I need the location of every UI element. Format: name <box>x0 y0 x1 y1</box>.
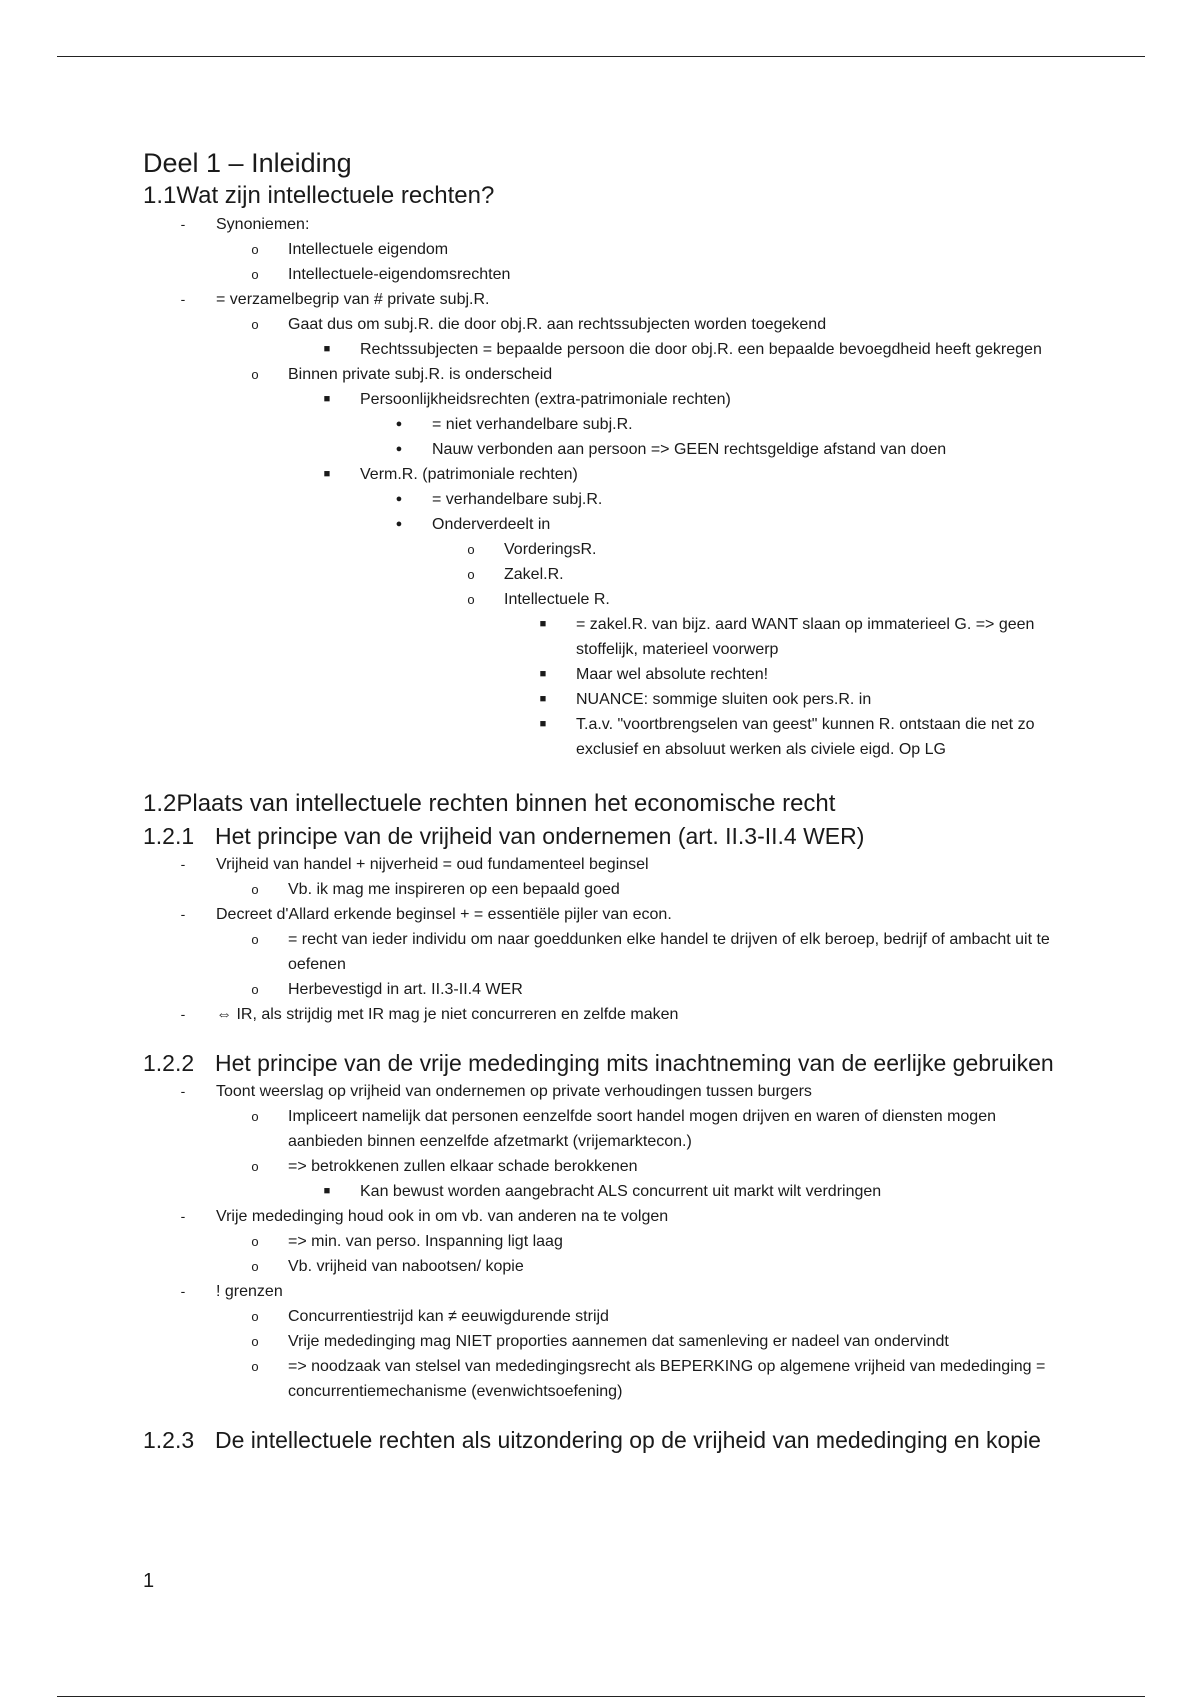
square-bullet: ■ <box>323 343 331 355</box>
list-item: o Intellectuele eigendom <box>143 237 1063 262</box>
list-item: - ⇔ IR, als strijdig met IR mag je niet concurreren en zelfde maken <box>143 1002 1063 1027</box>
list-item: o VorderingsR. <box>143 537 1063 562</box>
section-title: De intellectuele rechten als uitzondering op de vrijheid van mededinging en kopie <box>215 1427 1041 1453</box>
section-1-1-list <box>143 212 1063 762</box>
circle-bullet: o <box>251 242 259 257</box>
section-1-2-2-list <box>143 1079 1063 1404</box>
list-item: - Decreet d'Allard erkende beginsel + = essentiële pijler van econ. <box>143 902 1063 927</box>
section-title: Het principe van de vrijheid van ondernemen (art. II.3-II.4 WER) <box>215 823 865 849</box>
square-bullet: ■ <box>323 393 331 405</box>
section-number: 1.2.3 <box>143 1427 195 1453</box>
list-item: - ! grenzen <box>143 1279 1063 1304</box>
section-number: 1.2.1 <box>143 823 195 849</box>
circle-bullet: o <box>251 1109 259 1124</box>
list-item: o = recht van ieder individu om naar goeddunken elke handel te drijven of elk beroep, bedrijf of ambacht uit te oefenen <box>143 927 1063 977</box>
list-item: ■ Maar wel absolute rechten! <box>143 662 1063 687</box>
dash-bullet: - <box>180 1208 186 1224</box>
square-bullet: ■ <box>323 468 331 480</box>
dash-bullet: - <box>180 1083 186 1099</box>
section-heading-1-2-2 <box>143 1047 1063 1079</box>
square-bullet: ■ <box>323 1185 331 1197</box>
list-item: ■ Verm.R. (patrimoniale rechten) <box>143 462 1063 487</box>
circle-bullet: o <box>251 1359 259 1374</box>
list-item: o => betrokkenen zullen elkaar schade berokkenen <box>143 1154 1063 1179</box>
circle-bullet: o <box>251 882 259 897</box>
list-item: o Vrije mededinging mag NIET proporties aannemen dat samenleving er nadeel van ondervindt <box>143 1329 1063 1354</box>
dash-bullet: - <box>180 1006 186 1022</box>
dash-bullet: - <box>180 291 186 307</box>
list-item: - Vrije mededinging houd ook in om vb. van anderen na te volgen <box>143 1204 1063 1229</box>
list-item: o Binnen private subj.R. is onderscheid <box>143 362 1063 387</box>
list-item: ■ Persoonlijkheidsrechten (extra-patrimoniale rechten) <box>143 387 1063 412</box>
circle-bullet: o <box>251 1259 259 1274</box>
circle-bullet: o <box>251 1234 259 1249</box>
square-bullet: ■ <box>539 693 547 705</box>
dash-bullet: - <box>180 1283 186 1299</box>
dash-bullet: - <box>180 856 186 872</box>
list-item: ■ Kan bewust worden aangebracht ALS concurrent uit markt wilt verdringen <box>143 1179 1063 1204</box>
list-item: o Impliceert namelijk dat personen eenzelfde soort handel mogen drijven en waren of diensten mogen aanbieden binnen eenzelfde afzetmarkt (vrijemarktecon.) <box>143 1104 1063 1154</box>
circle-bullet: o <box>251 932 259 947</box>
dot-bullet: ● <box>395 518 403 530</box>
list-item: ■ = zakel.R. van bijz. aard WANT slaan op immaterieel G. => geen stoffelijk, materieel voorwerp <box>143 612 1063 662</box>
section-number: 1.2.2 <box>143 1050 195 1076</box>
dash-bullet: - <box>180 216 186 232</box>
list-item: o Intellectuele-eigendomsrechten <box>143 262 1063 287</box>
circle-bullet: o <box>251 267 259 282</box>
list-item: o Herbevestigd in art. II.3-II.4 WER <box>143 977 1063 1002</box>
list-item: o Intellectuele R. <box>143 587 1063 612</box>
list-item: ● = niet verhandelbare subj.R. <box>143 412 1063 437</box>
chapter-title: Deel 1 – Inleiding <box>143 148 352 178</box>
list-item: ■ NUANCE: sommige sluiten ook pers.R. in <box>143 687 1063 712</box>
section-title: Het principe van de vrije mededinging mits inachtneming van de eerlijke gebruiken <box>215 1050 1054 1076</box>
section-1-2-1-list <box>143 852 1063 1027</box>
document-body <box>143 146 1063 1456</box>
list-item: - Vrijheid van handel + nijverheid = oud fundamenteel beginsel <box>143 852 1063 877</box>
section-heading-1-1: 1.1Wat zijn intellectuele rechten? <box>143 182 495 209</box>
list-item: o Concurrentiestrijd kan ≠ eeuwigdurende strijd <box>143 1304 1063 1329</box>
list-item: ● = verhandelbare subj.R. <box>143 487 1063 512</box>
list-item: o Gaat dus om subj.R. die door obj.R. aan rechtssubjecten worden toegekend <box>143 312 1063 337</box>
section-heading-1-2-1 <box>143 820 1063 852</box>
list-item: o => min. van perso. Inspanning ligt laag <box>143 1229 1063 1254</box>
circle-bullet: o <box>467 592 475 607</box>
list-item: ● Onderverdeelt in <box>143 512 1063 537</box>
section-heading-1-2-3 <box>143 1424 1063 1456</box>
square-bullet: ■ <box>539 718 547 730</box>
square-bullet: ■ <box>539 618 547 630</box>
list-item: o Zakel.R. <box>143 562 1063 587</box>
square-bullet: ■ <box>539 668 547 680</box>
list-item: ■ T.a.v. "voortbrengselen van geest" kunnen R. ontstaan die net zo exclusief en absoluut werken als civiele eigd. Op LG <box>143 712 1063 762</box>
list-item: ■ Rechtssubjecten = bepaalde persoon die door obj.R. een bepaalde bevoegdheid heeft gekregen <box>143 337 1063 362</box>
section-heading-1-2: 1.2Plaats van intellectuele rechten binnen het economische recht <box>143 790 836 817</box>
list-item: - = verzamelbegrip van # private subj.R. <box>143 287 1063 312</box>
list-item: - Synoniemen: <box>143 212 1063 237</box>
dot-bullet: ● <box>395 418 403 430</box>
circle-bullet: o <box>467 567 475 582</box>
list-item: o Vb. ik mag me inspireren op een bepaald goed <box>143 877 1063 902</box>
circle-bullet: o <box>251 1309 259 1324</box>
page-number: 1 <box>143 1570 155 1592</box>
header-rule <box>57 56 1145 57</box>
circle-bullet: o <box>467 542 475 557</box>
circle-bullet: o <box>251 982 259 997</box>
circle-bullet: o <box>251 317 259 332</box>
list-item: o => noodzaak van stelsel van mededingingsrecht als BEPERKING op algemene vrijheid van mededinging = concurrentiemechanisme (evenwichtsoefening) <box>143 1354 1063 1404</box>
list-item: - Toont weerslag op vrijheid van ondernemen op private verhoudingen tussen burgers <box>143 1079 1063 1104</box>
circle-bullet: o <box>251 1334 259 1349</box>
circle-bullet: o <box>251 1159 259 1174</box>
dot-bullet: ● <box>395 443 403 455</box>
dot-bullet: ● <box>395 493 403 505</box>
list-item: ● Nauw verbonden aan persoon => GEEN rechtsgeldige afstand van doen <box>143 437 1063 462</box>
circle-bullet: o <box>251 367 259 382</box>
footer-rule <box>57 1696 1145 1697</box>
list-item: o Vb. vrijheid van nabootsen/ kopie <box>143 1254 1063 1279</box>
dash-bullet: - <box>180 906 186 922</box>
